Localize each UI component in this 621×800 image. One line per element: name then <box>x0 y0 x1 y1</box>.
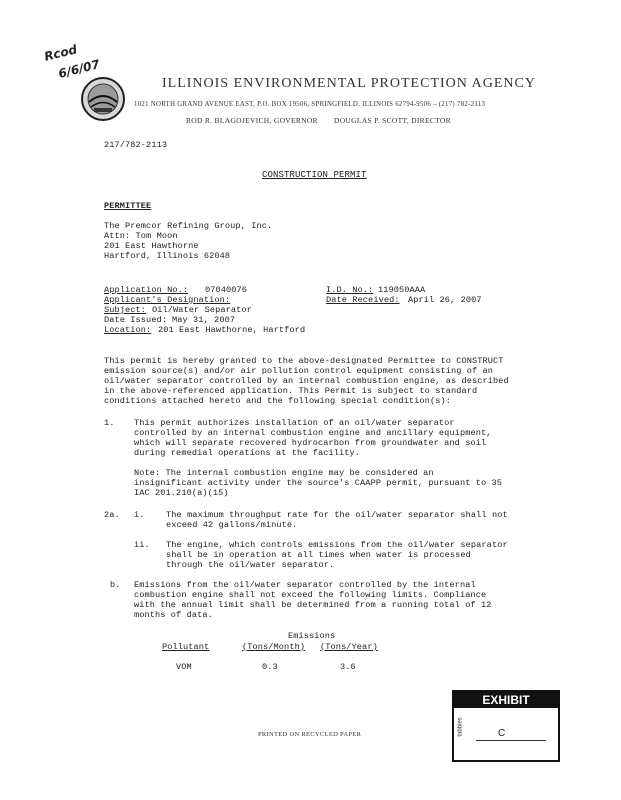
condition-1-line: which will separate recovered hydrocarbon from groundwater and soil <box>134 438 487 448</box>
phone-number: 217/782-2113 <box>104 140 168 150</box>
emissions-cell-pollutant: VOM <box>176 662 192 672</box>
condition-2a-ii-number: ii. <box>134 540 150 550</box>
emissions-col-tons-month: (Tons/Month) <box>242 642 306 652</box>
condition-b-line: Emissions from the oil/water separator controlled by the internal <box>134 580 476 590</box>
date-received-label: Date Received: <box>326 295 400 305</box>
location: 201 East Hawthorne, Hartford <box>158 325 306 335</box>
emissions-cell-tons-year: 3.6 <box>340 662 356 672</box>
condition-b-line: months of data. <box>134 610 213 620</box>
condition-2a-i-line: exceed 42 gallons/minute. <box>166 520 298 530</box>
handwritten-note-line1: Rcod <box>42 42 79 64</box>
agency-address: 1021 NORTH GRAND AVENUE EAST, P.O. BOX 19506, SPRINGFIELD, ILLINOIS 62794-9506 – (217) 782-2113 <box>134 101 486 108</box>
emissions-cell-tons-month: 0.3 <box>262 662 278 672</box>
emissions-col-pollutant: Pollutant <box>162 642 210 652</box>
condition-1-note-line: IAC 201.210(a)(15) <box>134 488 229 498</box>
exhibit-label: EXHIBIT <box>454 692 558 708</box>
condition-1-line: This permit authorizes installation of an oil/water separator <box>134 418 455 428</box>
subject: Oil/Water Separator <box>152 305 252 315</box>
governor-line: ROD R. BLAGOJEVICH, GOVERNOR <box>186 116 318 125</box>
condition-1-note-line: insignificant activity under the source's CAAPP permit, pursuant to 35 <box>134 478 502 488</box>
exhibit-value: C <box>498 728 506 739</box>
designation-label: Applicant's Designation: <box>104 295 231 305</box>
date-issued: May 31, 2007 <box>172 315 236 325</box>
condition-2a-i-line: The maximum throughput rate for the oil/water separator shall not <box>166 510 508 520</box>
agency-seal-logo <box>80 76 126 127</box>
agency-name: ILLINOIS ENVIRONMENTAL PROTECTION AGENCY <box>162 76 536 91</box>
condition-2a-ii-line: through the oil/water separator. <box>166 560 335 570</box>
application-number-label: Application No.: <box>104 285 189 295</box>
subject-label: Subject: <box>104 305 147 315</box>
intro-line: in the above-referenced application. This Permit is subject to standard <box>104 386 478 396</box>
intro-line: oil/water separator controlled by an internal combustion engine, as described <box>104 376 509 386</box>
condition-1-line: controlled by an internal combustion engine and ancillary equipment, <box>134 428 492 438</box>
condition-2a-i-number: i. <box>134 510 145 520</box>
condition-1-number: 1. <box>104 418 115 428</box>
condition-b-line: combustion engine shall not exceed the following limits. Compliance <box>134 590 487 600</box>
director-line: DOUGLAS P. SCOTT, DIRECTOR <box>334 116 451 125</box>
condition-2a-ii-line: The engine, which controls emissions from the oil/water separator <box>166 540 508 550</box>
exhibit-side-text: tabbies <box>457 717 464 737</box>
handwritten-note-line2: 6/6/07 <box>56 57 102 81</box>
document-title: CONSTRUCTION PERMIT <box>262 170 367 180</box>
intro-line: This permit is hereby granted to the above-designated Permittee to CONSTRUCT <box>104 356 504 366</box>
emissions-group-header: Emissions <box>288 631 336 641</box>
intro-line: emission source(s) and/or air pollution control equipment consisting of an <box>104 366 494 376</box>
id-number-label: I.D. No.: <box>326 285 374 295</box>
location-label: Location: <box>104 325 152 335</box>
date-issued-label: Date Issued: <box>104 315 168 325</box>
footer-recycled: PRINTED ON RECYCLED PAPER <box>258 731 362 738</box>
permittee-line: Attn: Tom Moon <box>104 231 178 241</box>
condition-b-line: with the annual limit shall be determined from a running total of 12 <box>134 600 492 610</box>
emissions-col-tons-year: (Tons/Year) <box>320 642 378 652</box>
date-received: April 26, 2007 <box>408 295 482 305</box>
condition-1-note-line: Note: The internal combustion engine may be considered an <box>134 468 434 478</box>
condition-b-number: b. <box>110 580 121 590</box>
application-number: 07040076 <box>205 285 248 295</box>
exhibit-sticker <box>452 690 560 762</box>
permittee-heading: PERMITTEE <box>104 201 152 211</box>
permittee-line: Hartford, Illinois 62048 <box>104 251 231 261</box>
condition-1-line: during remedial operations at the facility. <box>134 448 361 458</box>
id-number: 119050AAA <box>378 285 426 295</box>
intro-line: conditions attached hereto and the following special condition(s): <box>104 396 451 406</box>
condition-2a-number: 2a. <box>104 510 120 520</box>
permittee-line: 201 East Hawthorne <box>104 241 199 251</box>
condition-2a-ii-line: shall be in operation at all times when water is processed <box>166 550 471 560</box>
permittee-line: The Premcor Refining Group, Inc. <box>104 221 273 231</box>
exhibit-line <box>476 740 546 741</box>
